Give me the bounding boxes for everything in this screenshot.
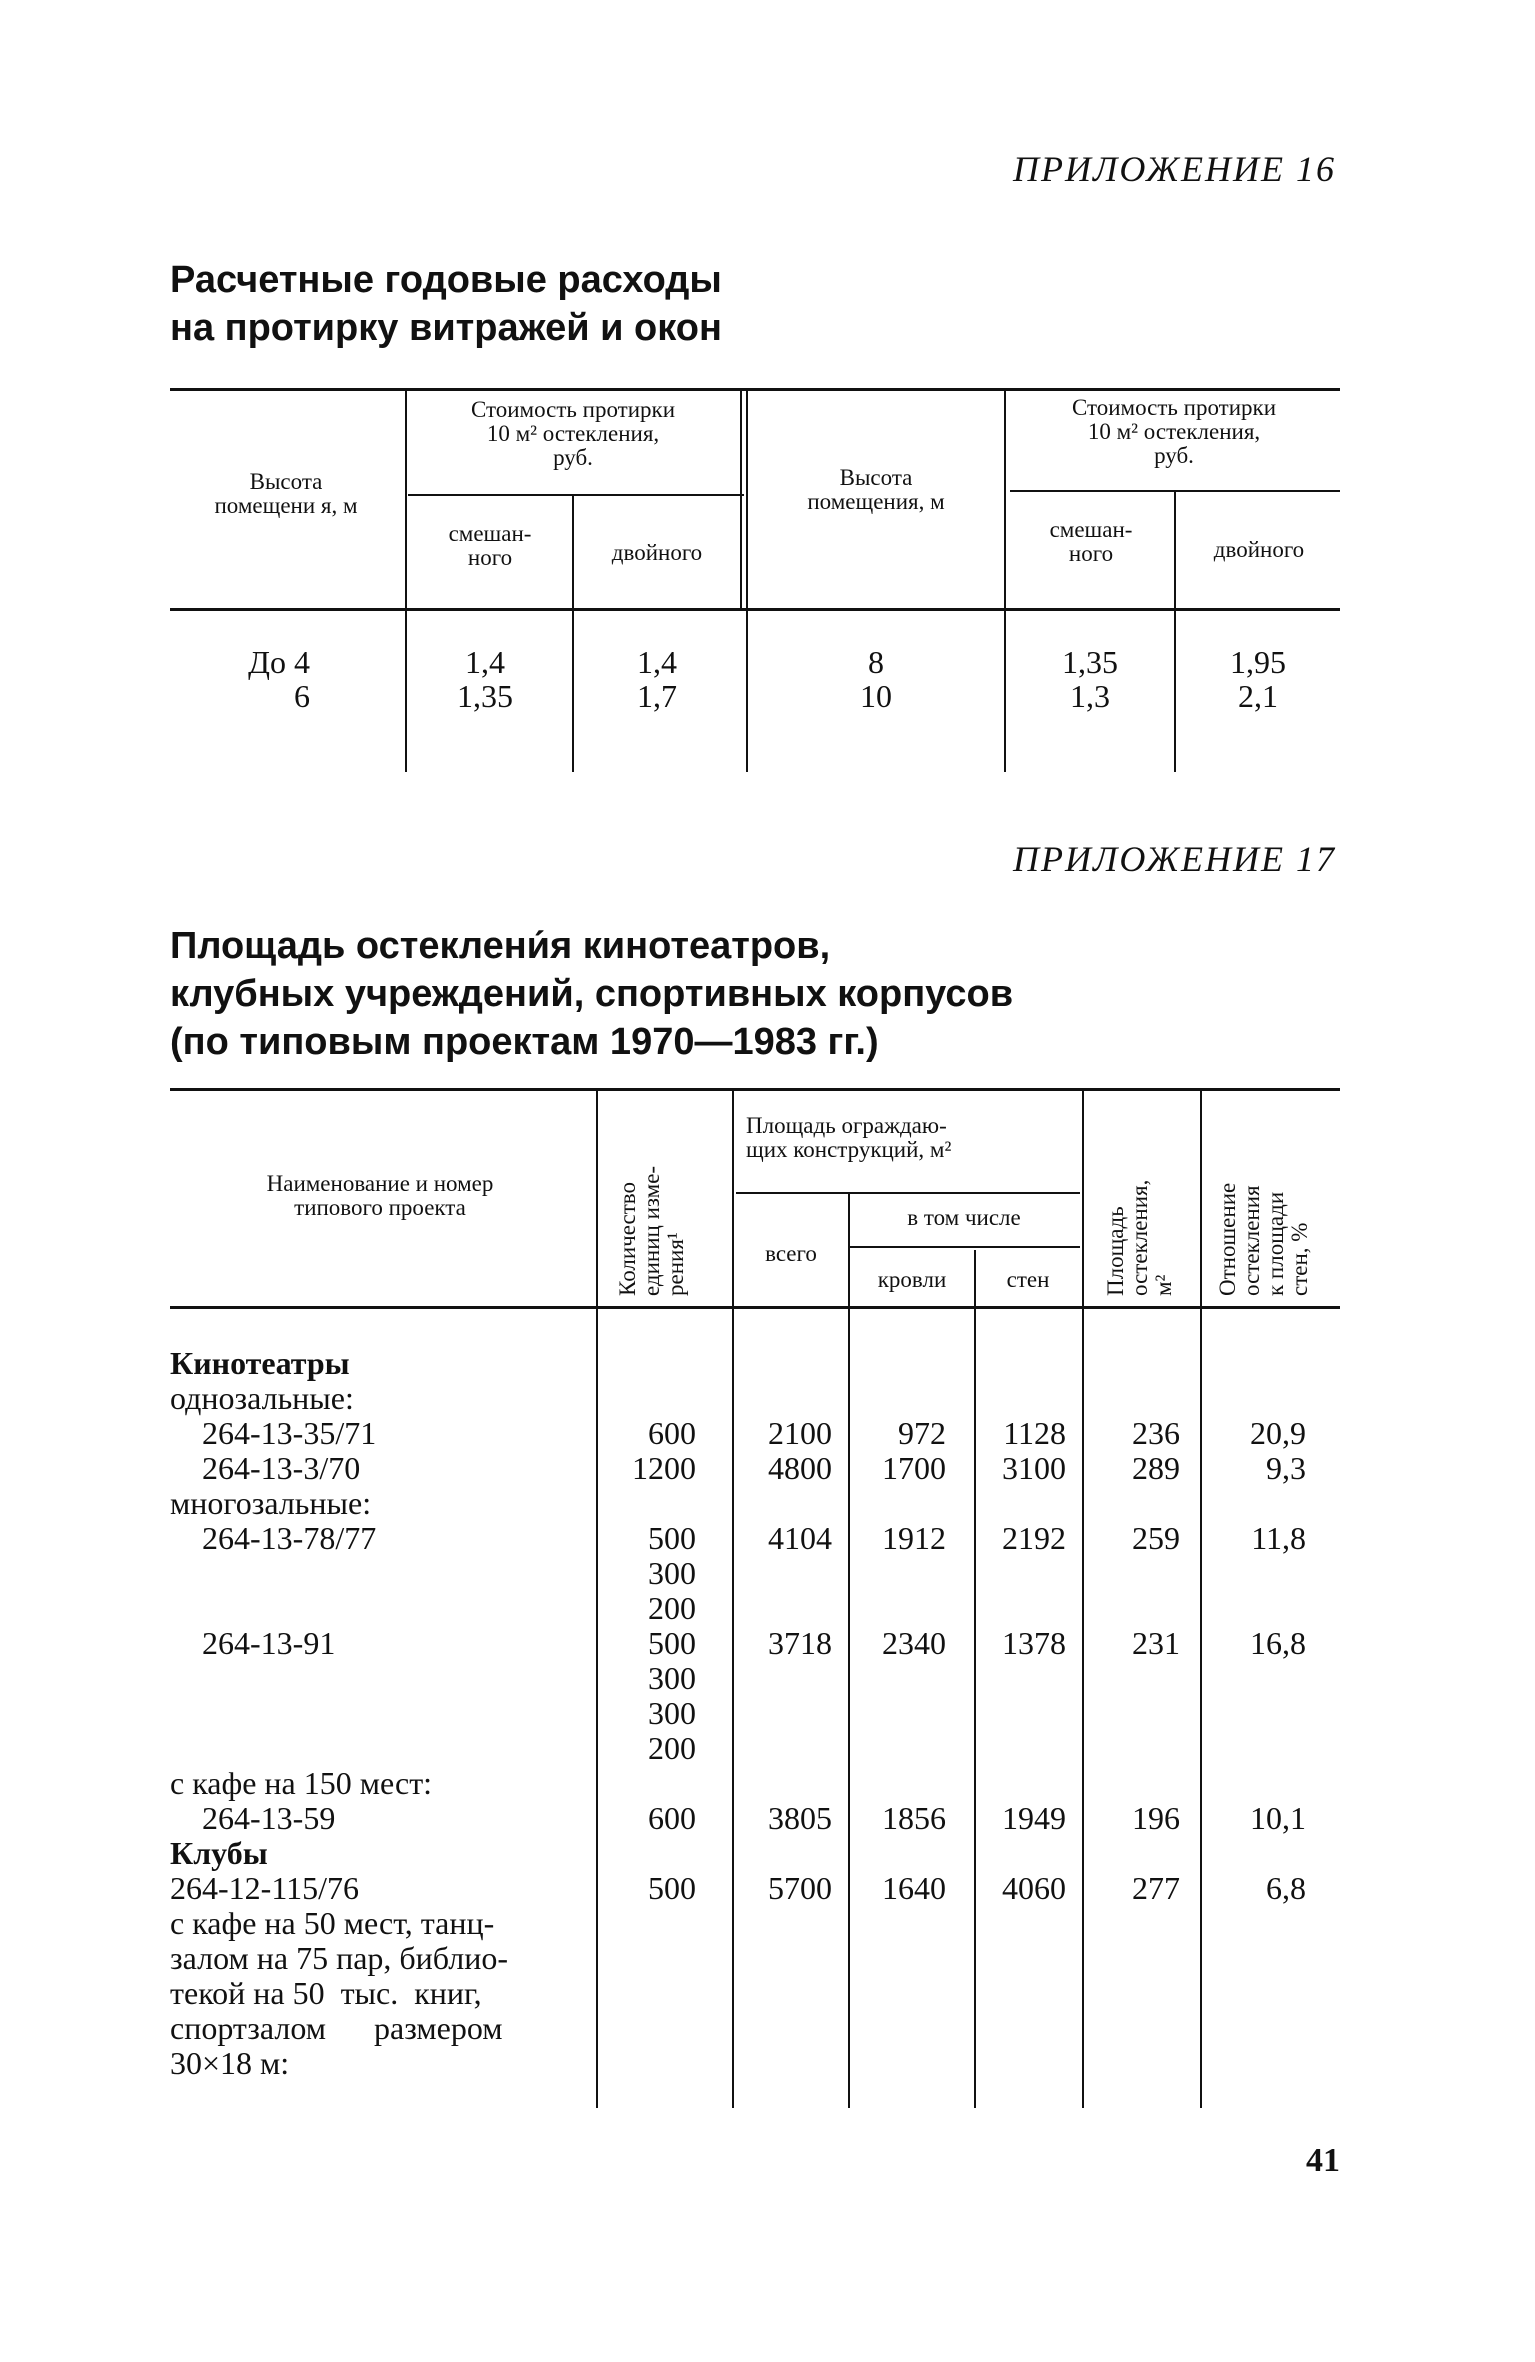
header-text: Высота	[249, 469, 323, 494]
project-code: 264-13-59	[202, 1800, 336, 1836]
header-total: всего	[765, 1241, 817, 1266]
page-number: 41	[1306, 2142, 1340, 2179]
table1-top-rule	[170, 388, 1340, 391]
total-value: 4104	[768, 1520, 832, 1556]
cell-text: 2,1	[1238, 678, 1278, 714]
cell-double	[574, 645, 740, 713]
appendix-17-label: ПРИЛОЖЕНИЕ 17	[1013, 839, 1336, 879]
qty-value: 600	[648, 1800, 696, 1836]
table2-subheader-rule-2	[850, 1246, 1080, 1248]
header-ratio	[1216, 1100, 1312, 1296]
table1-col-divider	[405, 390, 407, 772]
header-text: Площадь	[1103, 1206, 1128, 1296]
walls-value: 1378	[1002, 1625, 1066, 1661]
table2-col-divider	[732, 1090, 734, 2108]
description-line: залом на 75 пар, библио-	[170, 1940, 509, 1976]
description-line: 30×18 м:	[170, 2045, 290, 2081]
table1-col-divider	[572, 496, 574, 772]
table2-col-divider	[1200, 1090, 1202, 2108]
qty-value: 300	[648, 1555, 696, 1591]
group-label: с кафе на 150 мест:	[170, 1765, 433, 1801]
qty-value: 500	[648, 1870, 696, 1906]
cell-text: 1,95	[1230, 644, 1286, 680]
roof-value: 1912	[882, 1520, 946, 1556]
header-text: Стоимость протирки	[470, 397, 676, 422]
walls-value: 4060	[1002, 1870, 1066, 1906]
header-text: руб.	[1154, 443, 1194, 468]
ratio-value: 6,8	[1266, 1870, 1306, 1906]
header-name	[170, 1172, 590, 1220]
total-value: 3718	[768, 1625, 832, 1661]
description-line: текой на 50 тыс. книг,	[170, 1975, 482, 2011]
roof-value: 1640	[882, 1870, 946, 1906]
appendix-17-title	[170, 922, 1340, 1066]
walls-value: 1128	[1003, 1415, 1066, 1451]
header-text: к площади	[1263, 1191, 1288, 1296]
table1-header-bottom-rule	[170, 608, 1340, 611]
roof-value: 1700	[882, 1450, 946, 1486]
glazing-value: 277	[1132, 1870, 1180, 1906]
glazing-value: 289	[1132, 1450, 1180, 1486]
section-heading: Клубы	[170, 1835, 268, 1871]
table2-col-divider	[1082, 1090, 1084, 2108]
project-code: 264-13-35/71	[202, 1415, 377, 1451]
cell-mixed2	[1006, 645, 1174, 713]
header-text: Площадь ограждаю-	[746, 1113, 947, 1138]
title-line: (по типовым проектам 1970—1983 гг.)	[170, 1021, 879, 1063]
header-double-1: двойного	[611, 540, 703, 565]
header-double-2: двойного	[1213, 537, 1305, 562]
header-text: Отношение	[1215, 1182, 1240, 1296]
table1-col-divider	[740, 390, 742, 610]
cell-text: 8	[868, 644, 884, 680]
cell-text: 1,35	[1062, 644, 1118, 680]
description-line: с кафе на 50 мест, танц-	[170, 1905, 495, 1941]
header-text: стен, %	[1287, 1222, 1312, 1296]
cell-text: 1,3	[1070, 678, 1110, 714]
header-text: щих конструкций, м²	[746, 1137, 952, 1162]
table1-subheader-rule-left	[408, 494, 744, 496]
header-text: единиц изме-	[639, 1165, 664, 1296]
description-line: спортзалом размером	[170, 2010, 503, 2046]
header-text: 10 м² остекления,	[1087, 419, 1261, 444]
header-text: смешан-	[1049, 517, 1133, 542]
project-code: 264-13-91	[202, 1625, 336, 1661]
header-text: Количество	[615, 1182, 640, 1296]
qty-value: 300	[648, 1695, 696, 1731]
glazing-value: 231	[1132, 1625, 1180, 1661]
header-text: Высота	[839, 465, 913, 490]
walls-value: 2192	[1002, 1520, 1066, 1556]
header-walls: стен	[1006, 1267, 1050, 1292]
table2-col-divider	[848, 1194, 850, 2108]
cell-mixed	[405, 645, 565, 713]
total-value: 5700	[768, 1870, 832, 1906]
header-height-1	[170, 470, 402, 518]
table2-header-bottom-rule	[170, 1306, 1340, 1309]
table1-col-divider	[1174, 492, 1176, 772]
cell-text: 1,35	[457, 678, 513, 714]
cell-text: 1,4	[465, 644, 505, 680]
ratio-value: 11,8	[1251, 1520, 1306, 1556]
project-code: 264-12-115/76	[170, 1870, 360, 1906]
group-label: однозальные:	[170, 1380, 354, 1416]
glazing-value: 259	[1132, 1520, 1180, 1556]
qty-value: 200	[648, 1590, 696, 1626]
table2-col-divider	[974, 1250, 976, 2108]
cell-text: 6	[294, 678, 310, 714]
roof-value: 2340	[882, 1625, 946, 1661]
appendix-16-label: ПРИЛОЖЕНИЕ 16	[1013, 149, 1336, 189]
qty-value: 200	[648, 1730, 696, 1766]
project-code: 264-13-78/77	[202, 1520, 377, 1556]
header-text: руб.	[553, 445, 593, 470]
walls-value: 1949	[1002, 1800, 1066, 1836]
title-line: клубных учреждений, спортивных корпусов	[170, 973, 1014, 1015]
cell-text: 1,7	[637, 678, 677, 714]
cell-text: 10	[860, 678, 892, 714]
title-line: Расчетные годовые расходы	[170, 259, 722, 301]
header-text: типового проекта	[294, 1195, 466, 1220]
header-text: рения¹	[663, 1232, 688, 1296]
table2-col-divider	[596, 1090, 598, 2108]
header-text: остекления,	[1127, 1179, 1152, 1296]
title-line: на протирку витражей и окон	[170, 307, 722, 349]
total-value: 4800	[768, 1450, 832, 1486]
header-area	[746, 1114, 1066, 1162]
header-text: Наименование и номер	[266, 1171, 494, 1196]
header-cost-group-1	[410, 398, 736, 470]
ratio-value: 20,9	[1250, 1415, 1306, 1451]
cell-height2	[748, 645, 1004, 713]
table1-col-divider	[1004, 390, 1006, 772]
header-text: остекления	[1239, 1185, 1264, 1296]
header-text: помещения, м	[807, 489, 945, 514]
header-text: Стоимость протирки	[1071, 395, 1277, 420]
walls-value: 3100	[1002, 1450, 1066, 1486]
header-cost-group-2	[1008, 396, 1340, 468]
qty-value: 500	[648, 1520, 696, 1556]
header-text: м²	[1151, 1274, 1176, 1296]
qty-value: 1200	[632, 1450, 696, 1486]
header-roof: кровли	[877, 1267, 947, 1292]
title-line: Площадь остеклени́я кинотеатров,	[170, 925, 831, 967]
cell-text: 1,4	[637, 644, 677, 680]
cell-double2	[1176, 645, 1340, 713]
appendix-16-title	[170, 256, 1070, 352]
group-label: многозальные:	[170, 1485, 372, 1521]
table1-col-divider	[746, 390, 748, 772]
roof-value: 1856	[882, 1800, 946, 1836]
ratio-value: 10,1	[1250, 1800, 1306, 1836]
header-text: помещени я, м	[214, 493, 358, 518]
cell-height	[170, 645, 310, 713]
ratio-value: 16,8	[1250, 1625, 1306, 1661]
qty-value: 600	[648, 1415, 696, 1451]
table2-subheader-rule	[736, 1192, 1080, 1194]
section-heading: Кинотеатры	[170, 1345, 350, 1381]
table2-top-rule	[170, 1088, 1340, 1091]
header-incl: в том числе	[907, 1205, 1021, 1230]
header-qty	[616, 1100, 688, 1296]
header-mixed-1	[410, 522, 570, 570]
header-height-2	[752, 466, 1000, 514]
header-text: ного	[1068, 541, 1114, 566]
qty-value: 300	[648, 1660, 696, 1696]
roof-value: 972	[898, 1415, 946, 1451]
project-code: 264-13-3/70	[202, 1450, 361, 1486]
cell-text: До 4	[248, 644, 310, 680]
qty-value: 500	[648, 1625, 696, 1661]
header-text: ного	[467, 545, 513, 570]
header-text: 10 м² остекления,	[486, 421, 660, 446]
header-glazing	[1104, 1100, 1176, 1296]
total-value: 2100	[768, 1415, 832, 1451]
ratio-value: 9,3	[1266, 1450, 1306, 1486]
glazing-value: 236	[1132, 1415, 1180, 1451]
total-value: 3805	[768, 1800, 832, 1836]
glazing-value: 196	[1132, 1800, 1180, 1836]
header-text: смешан-	[448, 521, 532, 546]
header-mixed-2	[1010, 518, 1172, 566]
